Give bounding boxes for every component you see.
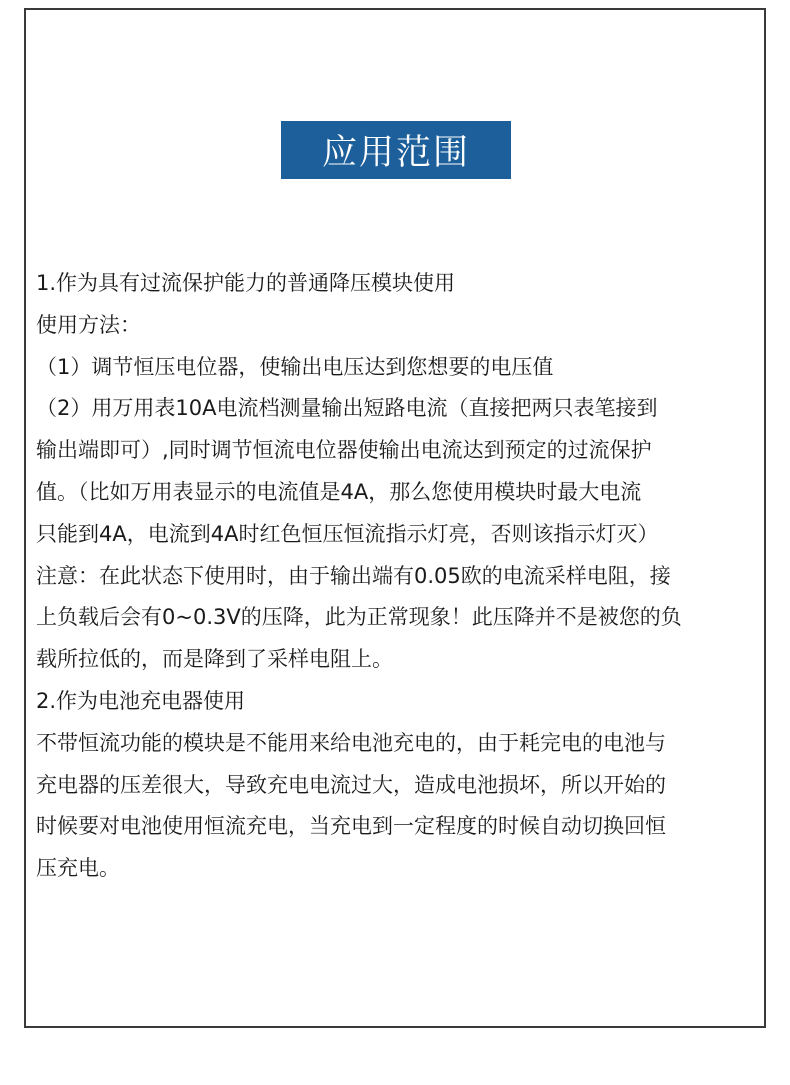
text-line: 输出端即可）,同时调节恒流电位器使输出电流达到预定的过流保护	[36, 438, 652, 463]
text-line: 充电器的压差很大，导致充电电流过大，造成电池损坏，所以开始的	[36, 772, 666, 797]
text-line: 只能到4A，电流到4A时红色恒压恒流指示灯亮，否则该指示灯灭）	[36, 521, 659, 546]
text-line: 值。（比如万用表显示的电流值是4A，那么您使用模块时最大电流	[36, 479, 642, 504]
text-line: 2.作为电池充电器使用	[36, 688, 246, 713]
text-line: 上负载后会有0~0.3V的压降，此为正常现象！此压降并不是被您的负	[36, 605, 682, 630]
section-title-banner	[281, 121, 511, 179]
text-line: 时候要对电池使用恒流充电，当充电到一定程度的时候自动切换回恒	[36, 814, 666, 839]
page-frame	[24, 8, 766, 1028]
text-line: 使用方法：	[36, 312, 141, 337]
body-text	[36, 263, 758, 890]
text-line: （2）用万用表10A电流档测量输出短路电流（直接把两只表笔接到	[36, 396, 658, 421]
text-line: 压充电。	[36, 856, 120, 881]
text-line: 注意：在此状态下使用时，由于输出端有0.05欧的电流采样电阻，接	[36, 563, 671, 588]
text-line: 1.作为具有过流保护能力的普通降压模块使用	[36, 271, 456, 295]
section-title: 应用范围	[321, 133, 470, 173]
text-line: （1）调节恒压电位器，使输出电压达到您想要的电压值	[36, 354, 554, 379]
text-line: 载所拉低的，而是降到了采样电阻上。	[36, 647, 393, 672]
text-line: 不带恒流功能的模块是不能用来给电池充电的，由于耗完电的电池与	[36, 730, 666, 755]
